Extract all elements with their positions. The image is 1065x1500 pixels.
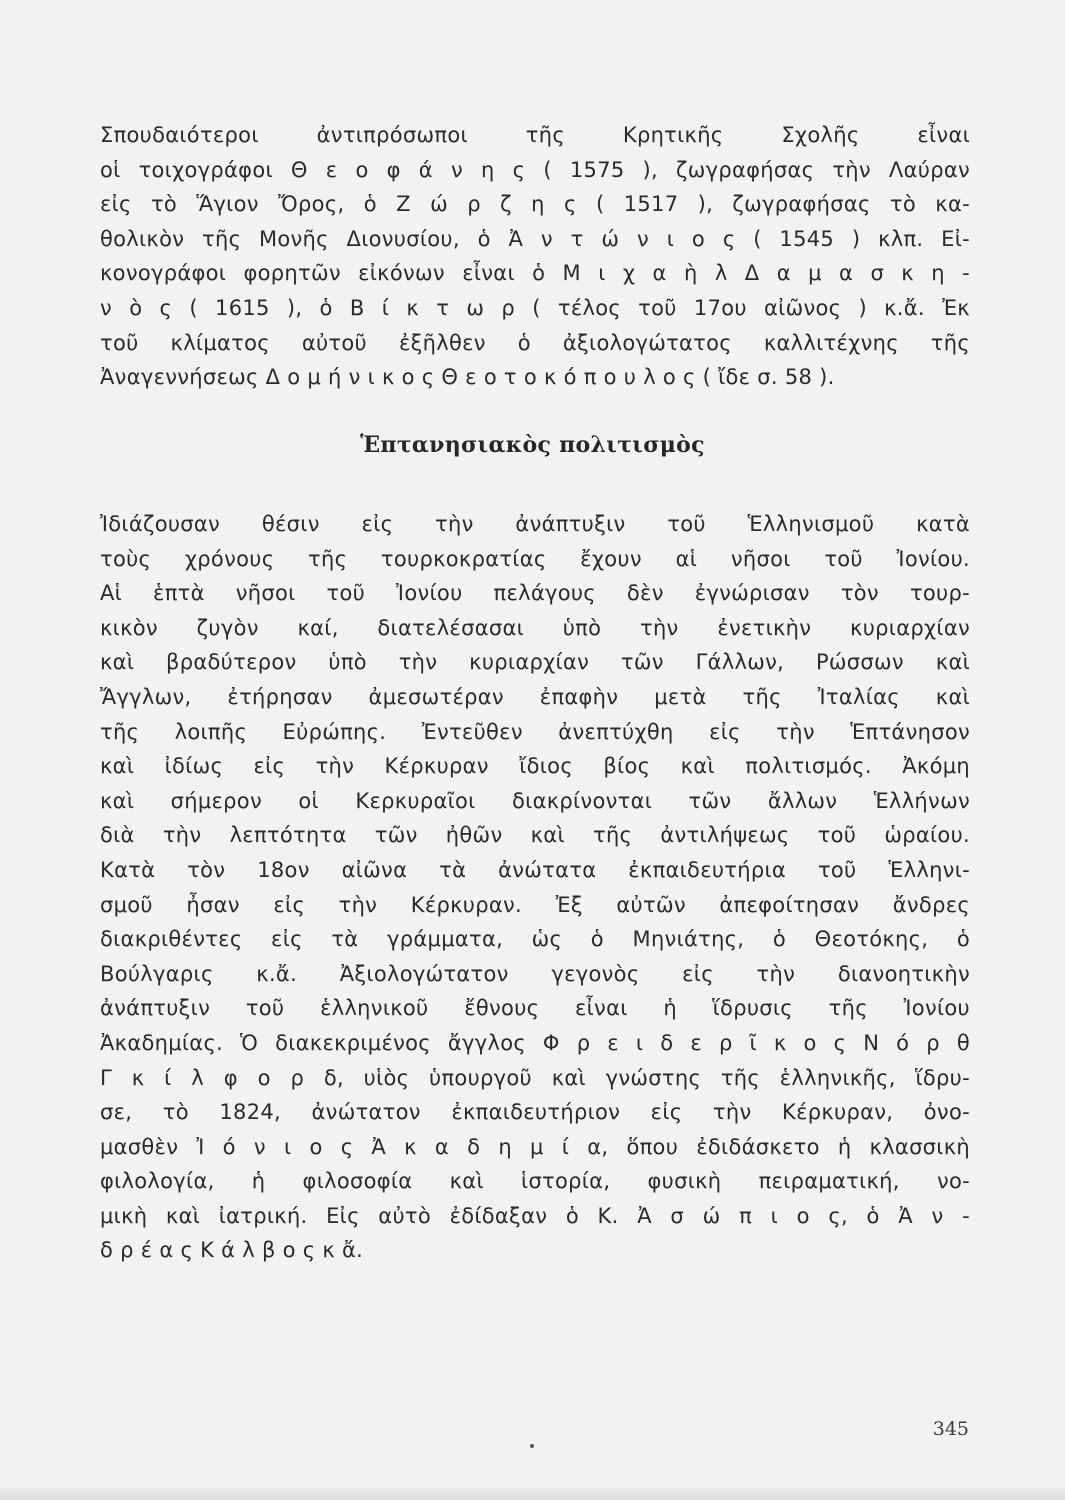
text-line: τῆς λοιπῆς Εὐρώπης. Ἐντεῦθεν ἀνεπτύχθη εἰς τὴν Ἑπτάνησον — [100, 719, 970, 744]
text-line: Γ κ ί λ φ ο ρ δ, υἱὸς ὑπουργοῦ καὶ γνώστης τῆς ἑλληνικῆς, ἵδρυ- — [100, 1065, 970, 1090]
text-line: διὰ τὴν λεπτότητα τῶν ἠθῶν καὶ τῆς ἀντιλήψεως τοῦ ὡραίου. — [100, 823, 970, 848]
text-line: δ ρ έ α ς Κ ά λ β ο ς κ ἄ. — [100, 1238, 364, 1263]
paragraph-cretan-school — [100, 118, 970, 395]
text-line: σμοῦ ἦσαν εἰς τὴν Κέρκυραν. Ἐξ αὐτῶν ἀπεφοίτησαν ἄνδρες — [100, 892, 970, 917]
text-line: μασθὲν Ἰ ό ν ι ο ς Ἀ κ α δ η μ ί α, ὅπου ἐδιδάσκετο ἡ κλασσικὴ — [100, 1134, 970, 1159]
text-line: Ἀκαδημίας. Ὁ διακεκριμένος ἄγγλος Φ ρ ε ι δ ε ρ ῖ κ ο ς Ν ό ρ θ — [100, 1030, 970, 1055]
text-line: Σπουδαιότεροι ἀντιπρόσωποι τῆς Κρητικῆς Σχολῆς εἶναι — [100, 123, 970, 147]
text-line: σε, τὸ 1824, ἀνώτατον ἐκπαιδευτήριον εἰς τὴν Κέρκυραν, ὀνο- — [100, 1100, 970, 1125]
text-line: μικὴ καὶ ἰατρική. Εἰς αὐτὸ ἐδίδαξαν ὁ Κ. Ἀ σ ώ π ι ο ς, ὁ Ἀ ν - — [100, 1203, 970, 1228]
text-line: Ἄγγλων, ἐτήρησαν ἀμεσωτέραν ἐπαφὴν μετὰ τῆς Ἰταλίας καὶ — [100, 684, 970, 709]
paragraph-heptanesian-culture — [100, 507, 970, 1268]
text-line: ν ὸ ς ( 1615 ), ὁ Β ί κ τ ω ρ ( τέλος τοῦ 17ου αἰῶνος ) κ.ἄ. Ἐκ — [100, 295, 970, 320]
text-line: ἀνάπτυξιν τοῦ ἑλληνικοῦ ἔθνους εἶναι ἡ ἵδρυσις τῆς Ἰονίου — [100, 996, 970, 1021]
print-dot — [530, 1444, 534, 1448]
text-line: θολικὸν τῆς Μονῆς Διονυσίου, ὁ Ἀ ν τ ώ ν ι ο ς ( 1545 ) κλπ. Εἰ- — [100, 226, 970, 251]
text-line: καὶ σήμερον οἱ Κερκυραῖοι διακρίνονται τῶν ἄλλων Ἑλλήνων — [100, 788, 970, 813]
text-line: καὶ ἰδίως εἰς τὴν Κέρκυραν ἴδιος βίος καὶ πολιτισμός. Ἀκόμη — [100, 754, 970, 779]
text-line: κονογράφοι φορητῶν εἰκόνων εἶναι ὁ Μ ι χ α ὴ λ Δ α μ α σ κ η - — [100, 261, 970, 286]
text-line: Ἰδιάζουσαν θέσιν εἰς τὴν ἀνάπτυξιν τοῦ Ἑλληνισμοῦ κατὰ — [100, 512, 970, 536]
text-line: Αἱ ἑπτὰ νῆσοι τοῦ Ἰονίου πελάγους δὲν ἐγνώρισαν τὸν τουρ- — [100, 581, 970, 606]
text-line: κικὸν ζυγὸν καί, διατελέσασαι ὑπὸ τὴν ἐνετικὴν κυριαρχίαν — [100, 615, 970, 640]
text-line: διακριθέντες εἰς τὰ γράμματα, ὡς ὁ Μηνιάτης, ὁ Θεοτόκης, ὁ — [100, 927, 970, 952]
text-line: τοὺς χρόνους τῆς τουρκοκρατίας ἔχουν αἱ νῆσοι τοῦ Ἰονίου. — [100, 546, 970, 571]
text-line: φιλολογία, ἡ φιλοσοφία καὶ ἱστορία, φυσικὴ πειραματική, νο- — [100, 1169, 970, 1194]
text-line: Κατὰ τὸν 18ον αἰῶνα τὰ ἀνώτατα ἐκπαιδευτήρια τοῦ Ἑλληνι- — [100, 857, 970, 882]
text-line: οἱ τοιχογράφοι Θ ε ο φ ά ν η ς ( 1575 ), ζωγραφήσας τὴν Λαύραν — [100, 157, 970, 182]
section-heading: Ἑπτανησιακὸς πολιτισμὸς — [360, 432, 705, 458]
text-line: καὶ βραδύτερον ὑπὸ τὴν κυριαρχίαν τῶν Γάλλων, Ρώσσων καὶ — [100, 650, 970, 675]
page-edge-shadow — [0, 1486, 1065, 1500]
text-line: τοῦ κλίματος αὐτοῦ ἐξῆλθεν ὁ ἀξιολογώτατος καλλιτέχνης τῆς — [100, 330, 970, 355]
text-line: Βούλγαρις κ.ἄ. Ἀξιολογώτατον γεγονὸς εἰς τὴν διανοητικὴν — [100, 961, 970, 986]
text-line: εἰς τὸ Ἅγιον Ὄρος, ὁ Ζ ώ ρ ζ η ς ( 1517 ), ζωγραφήσας τὸ κα- — [100, 192, 970, 217]
text-line: Ἀναγεννήσεως Δ ο μ ή ν ι κ ο ς Θ ε ο τ ο κ ό π ο υ λ ο ς ( ἴδε σ. 58 ). — [100, 365, 835, 390]
page-number: 345 — [932, 1418, 969, 1440]
